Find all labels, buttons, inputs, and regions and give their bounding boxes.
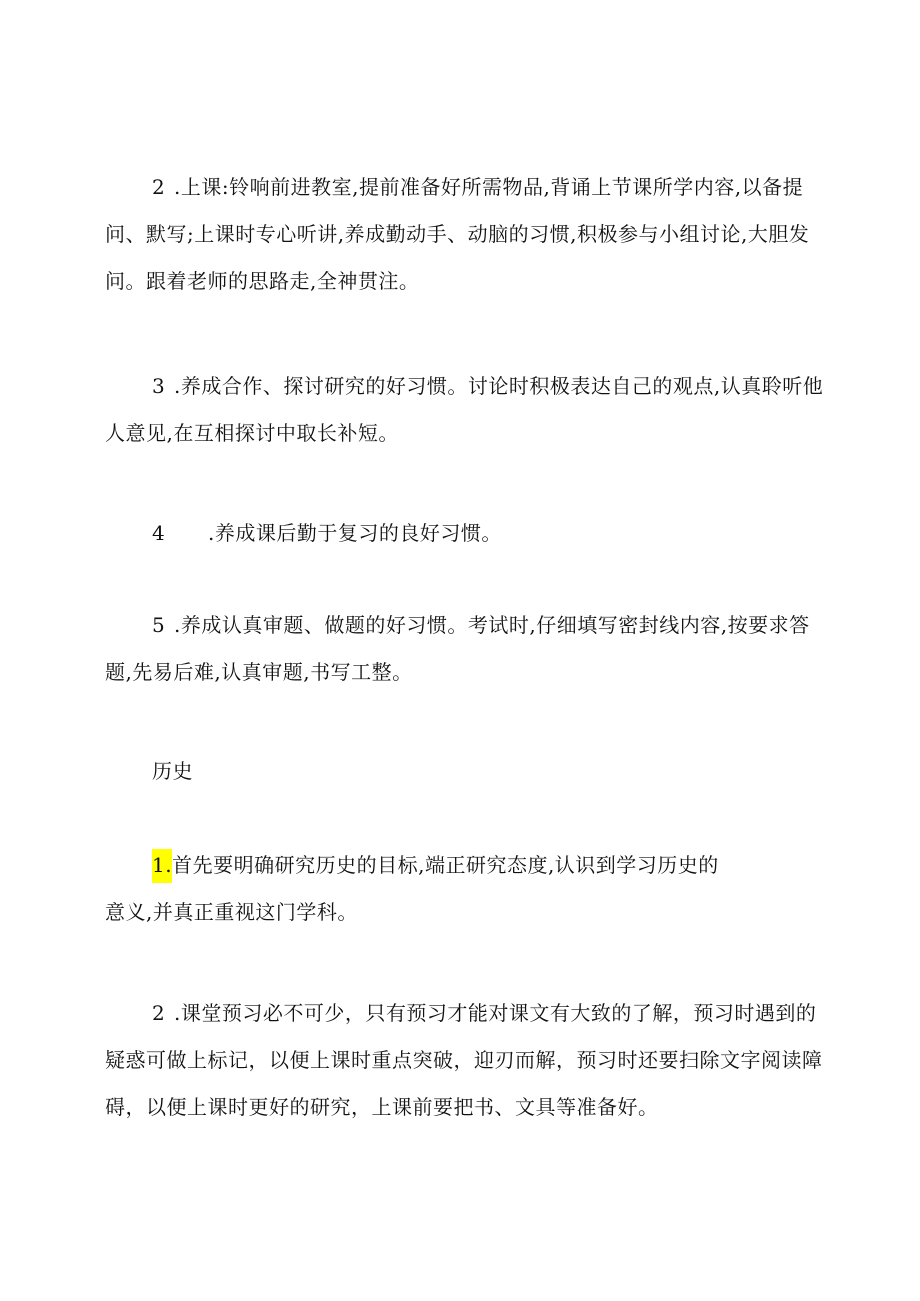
paragraph-2-class	[105, 164, 825, 305]
section-heading-text: 历史	[152, 759, 193, 783]
item-text: .养成合作、探讨研究的好习惯。讨论时积极表达自己的观点,认真聆听他人意见,在互相探讨中取长补短。	[105, 374, 824, 445]
item-number: 2	[152, 175, 166, 199]
paragraph-5-exam	[105, 602, 825, 696]
item-text: .课堂预习必不可少，只有预习才能对课文有大致的了解，预习时遇到的疑惑可做上标记，以便上课时重点突破，迎刃而解，预习时还要扫除文字阅读障碍，以便上课时更好的研究，上课前要把书、文具等准备好。	[105, 1001, 823, 1119]
item-number: 3	[152, 374, 166, 398]
item-text: 首先要明确研究历史的目标,端正研究态度,认识到学习历史的	[172, 853, 719, 877]
item-number: 4	[152, 521, 166, 545]
item-text: .养成课后勤于复习的良好习惯。	[208, 521, 502, 545]
item-text-continued: 意义,并真正重视这门学科。	[105, 900, 358, 924]
history-paragraph-1	[105, 842, 825, 936]
item-number: 5	[152, 613, 166, 637]
history-paragraph-2	[105, 990, 825, 1131]
highlighted-item-number: 1.	[152, 849, 172, 883]
item-text: .养成认真审题、做题的好习惯。考试时,仔细填写密封线内容,按要求答题,先易后难,认真审题,书写工整。	[105, 613, 810, 684]
paragraph-4-review	[105, 510, 825, 557]
item-text: .上课:铃响前进教室,提前准备好所需物品,背诵上节课所学内容,以备提问、默写;上课时专心听讲,养成勤动手、动脑的习惯,积极参与小组讨论,大胆发问。跟着老师的思路走,全神贯注。	[105, 175, 810, 293]
item-number: 2	[152, 1001, 166, 1025]
section-heading-history	[105, 748, 825, 795]
paragraph-3-cooperation	[105, 363, 825, 457]
